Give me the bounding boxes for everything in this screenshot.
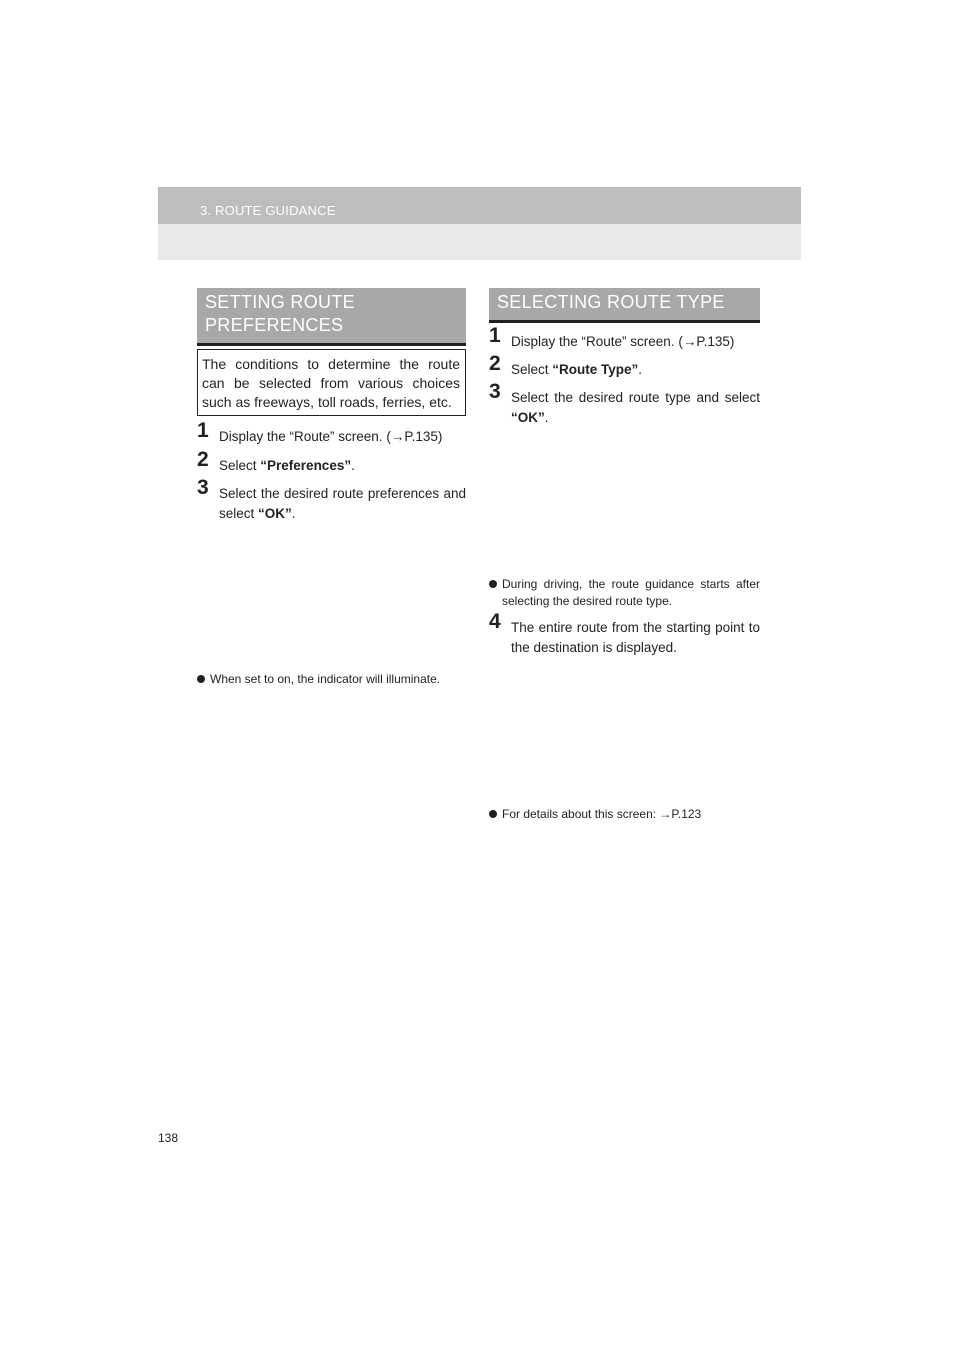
step-option-label: “Route Type” bbox=[552, 362, 639, 377]
step-number: 1 bbox=[489, 324, 501, 347]
step-option-label: “Preferences” bbox=[260, 458, 352, 473]
left-step-1 bbox=[197, 419, 466, 447]
step-text-end: . bbox=[544, 410, 549, 425]
step-number: 1 bbox=[197, 419, 209, 442]
left-step-2 bbox=[197, 448, 466, 476]
step-number: 3 bbox=[489, 380, 501, 403]
step-option-label: “OK” bbox=[258, 506, 292, 521]
step-text: Display the “Route” screen. (→P.135) bbox=[511, 334, 735, 349]
page-number: 138 bbox=[158, 1131, 179, 1145]
step-text-end: . bbox=[291, 506, 296, 521]
note-text: For details about this screen: →P.123 bbox=[502, 807, 702, 821]
right-step-4 bbox=[489, 610, 760, 658]
left-note bbox=[197, 671, 469, 688]
step-option-label: “OK” bbox=[511, 410, 545, 425]
header-bar bbox=[158, 187, 801, 224]
step-number: 2 bbox=[489, 352, 501, 375]
right-step-1 bbox=[489, 324, 760, 352]
bullet-icon bbox=[489, 580, 497, 588]
right-note-details bbox=[489, 806, 760, 823]
note-text: During driving, the route guidance starts after selecting the desired route type. bbox=[502, 577, 760, 608]
step-text: Select the desired route preferences and select bbox=[219, 486, 466, 521]
page-header bbox=[158, 187, 801, 260]
step-text: Select bbox=[219, 458, 261, 473]
right-note-driving bbox=[489, 576, 760, 610]
step-number: 3 bbox=[197, 476, 209, 499]
right-column bbox=[489, 288, 760, 323]
left-column bbox=[197, 288, 466, 346]
bullet-icon bbox=[489, 810, 497, 818]
section-heading-preferences: SETTING ROUTE PREFERENCES bbox=[197, 288, 466, 346]
step-text-end: . bbox=[638, 362, 643, 377]
right-step-3 bbox=[489, 380, 760, 428]
note-text: When set to on, the indicator will illuminate. bbox=[210, 672, 441, 686]
step-number: 4 bbox=[489, 610, 501, 633]
left-step-3 bbox=[197, 476, 466, 524]
step-text: Select the desired route type and select bbox=[511, 390, 760, 405]
bullet-icon bbox=[197, 675, 205, 683]
step-text: Display the “Route” screen. (→P.135) bbox=[219, 429, 443, 444]
section-heading-route-type: SELECTING ROUTE TYPE bbox=[489, 288, 760, 323]
step-text: The entire route from the starting point to the destination is displayed. bbox=[511, 620, 760, 655]
step-number: 2 bbox=[197, 448, 209, 471]
step-text: Select bbox=[511, 362, 553, 377]
section-title: 3. ROUTE GUIDANCE bbox=[200, 203, 336, 218]
intro-box: The conditions to determine the route can be selected from various choices such as freeways, toll roads, ferries, etc. bbox=[197, 349, 466, 416]
right-step-2 bbox=[489, 352, 760, 380]
step-text-end: . bbox=[351, 458, 355, 473]
